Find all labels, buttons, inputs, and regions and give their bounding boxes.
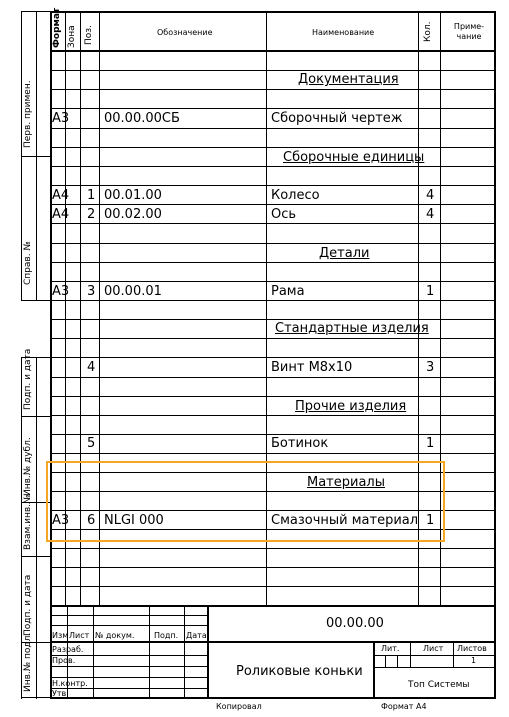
col-podp: Подп.: [154, 631, 179, 640]
side-podp-data-1: Подп. и дата: [23, 348, 33, 410]
row-designation: 00.01.00: [104, 188, 162, 203]
label-lit: Лит.: [381, 644, 400, 653]
row-pos: 5: [87, 436, 96, 451]
row-name: Сборочный чертеж: [271, 111, 403, 126]
row-format: А3: [52, 284, 70, 299]
col-list: Лист: [69, 631, 90, 640]
row-name: Ось: [271, 207, 297, 222]
section-details: Детали: [319, 246, 370, 261]
col-ndoc: № докум.: [95, 631, 135, 640]
label-sheet: Лист: [423, 644, 444, 653]
side-vzam-inv: Взам.инв.№: [23, 494, 33, 550]
side-inv-podl: Инв.№ подл.: [23, 632, 33, 692]
label-utv: Утв.: [52, 689, 69, 698]
label-nkontr: Н.контр.: [52, 679, 88, 688]
row-designation: 00.02.00: [104, 207, 162, 222]
footer-format: Формат А4: [381, 702, 427, 711]
product-name: Роликовые коньки: [236, 664, 363, 679]
row-qty: 4: [426, 207, 435, 222]
col-date: Дата: [186, 631, 207, 640]
row-designation: 00.00.01: [104, 284, 162, 299]
header-pos: Поз.: [84, 25, 94, 45]
row-qty: 3: [426, 360, 435, 375]
row-name: Ботинок: [271, 436, 329, 451]
row-format: А3: [52, 111, 70, 126]
section-materials: Материалы: [307, 475, 385, 490]
header-zone: Зона: [67, 25, 77, 48]
side-perv-primen: Перв. примен.: [23, 80, 33, 148]
row-pos: 2: [87, 207, 96, 222]
footer-copied: Копировал: [216, 702, 262, 711]
row-pos: 1: [87, 188, 96, 203]
side-podp-data-2: Подп. и дата: [23, 574, 33, 636]
label-sheets: Листов: [457, 644, 487, 653]
row-name: Колесо: [271, 188, 320, 203]
header-note: Приме- чание: [453, 22, 485, 41]
company-name: Топ Системы: [408, 680, 470, 690]
row-qty: 1: [426, 436, 435, 451]
section-other: Прочие изделия: [295, 399, 407, 414]
title-block-top: [50, 605, 496, 607]
row-pos: 4: [87, 360, 96, 375]
side-inv-dubl: Инв.№ дубл.: [23, 437, 33, 496]
section-assembly: Сборочные единицы: [283, 150, 425, 165]
label-razrab: Разраб.: [52, 645, 84, 654]
row-format: А4: [52, 188, 70, 203]
row-pos: 3: [87, 284, 96, 299]
frame-right: [494, 11, 496, 699]
row-pos: 6: [87, 513, 96, 528]
header-divider: [50, 50, 496, 52]
row-designation: 00.00.00СБ: [104, 111, 180, 126]
frame-bottom: [50, 697, 496, 699]
side-sprav-no: Справ. №: [23, 241, 33, 285]
header-qty: Кол.: [423, 21, 433, 42]
header-designation: Обозначение: [157, 28, 213, 37]
frame-top: [50, 11, 496, 13]
sheets-value: 1: [471, 656, 477, 665]
row-format: А3: [52, 513, 70, 528]
section-documentation: Документация: [298, 72, 399, 87]
header-name: Наименование: [312, 28, 375, 37]
row-format: А4: [52, 207, 70, 222]
row-name: Винт М8х10: [271, 360, 353, 375]
row-designation: NLGI 000: [104, 513, 164, 528]
row-name: Рама: [271, 284, 305, 299]
row-qty: 1: [426, 513, 435, 528]
highlight-box: [46, 461, 445, 542]
row-name: Смазочный материал: [271, 513, 419, 528]
label-prov: Пров.: [52, 656, 76, 665]
col-izm: Изм: [52, 631, 69, 640]
header-format: Формат: [52, 7, 62, 48]
row-qty: 4: [426, 188, 435, 203]
section-standard: Стандартные изделия: [275, 321, 429, 336]
row-qty: 1: [426, 284, 435, 299]
doc-number: 00.00.00: [326, 616, 384, 631]
